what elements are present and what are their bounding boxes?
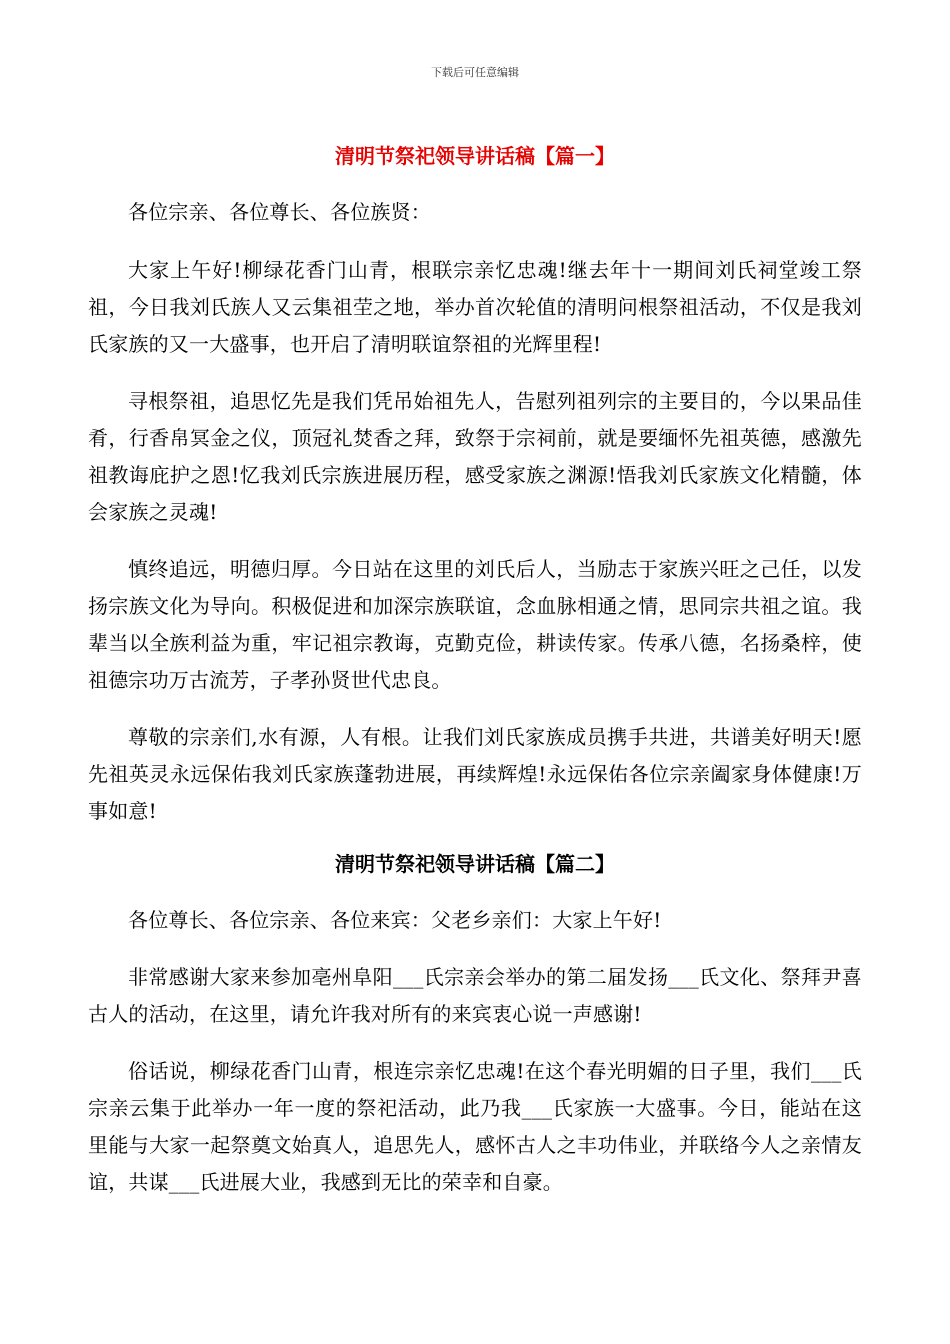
document-body xyxy=(88,140,862,1201)
header-note: 下载后可任意编辑 xyxy=(431,66,519,79)
section-1-paragraph-3: 寻根祭祖，追思忆先是我们凭吊始祖先人，告慰列祖列宗的主要目的，今以果品佳肴，行香帛冥金之仪，顶冠礼焚香之拜，致祭于宗祠前，就是要缅怀先祖英德，感激先祖教诲庇护之恩!忆我刘氏宗族进展历程，感受家族之渊源!悟我刘氏家族文化精髓，体会家族之灵魂! xyxy=(88,389,862,524)
section-2-title: 清明节祭祀领导讲话稿【篇二】 xyxy=(335,852,615,876)
section-1-paragraph-5: 尊敬的宗亲们,水有源，人有根。让我们刘氏家族成员携手共进，共谱美好明天!愿先祖英灵永远保佑我刘氏家族蓬勃进展，再续辉煌!永远保佑各位宗亲阖家身体健康!万事如意! xyxy=(88,725,862,823)
section-2-paragraph-1: 各位尊长、各位宗亲、各位来宾：父老乡亲们：大家上午好! xyxy=(128,908,662,932)
section-1-paragraph-4: 慎终追远，明德归厚。今日站在这里的刘氏后人，当励志于家族兴旺之己任，以发扬宗族文化为导向。积极促进和加深宗族联谊，念血脉相通之情，思同宗共祖之谊。我辈当以全族利益为重，牢记祖宗教诲，克勤克俭，耕读传家。传承八德，名扬桑梓，使祖德宗功万古流芳，子孝孙贤世代忠良。 xyxy=(88,557,862,692)
section-1-paragraph-1: 各位宗亲、各位尊长、各位族贤： xyxy=(128,200,431,224)
section-2-paragraph-3: 俗话说，柳绿花香门山青，根连宗亲忆忠魂!在这个春光明媚的日子里，我们___氏宗亲云集于此举办一年一度的祭祀活动，此乃我___氏家族一大盛事。今日，能站在这里能与大家一起祭奠文始真人，追思先人，感怀古人之丰功伟业，并联络今人之亲情友谊，共谋___氏进展大业，我感到无比的荣幸和自豪。 xyxy=(88,1059,862,1194)
section-1-paragraph-2: 大家上午好!柳绿花香门山青，根联宗亲忆忠魂!继去年十一期间刘氏祠堂竣工祭祖，今日我刘氏族人又云集祖茔之地，举办首次轮值的清明问根祭祖活动，不仅是我刘氏家族的又一大盛事，也开启了清明联谊祭祖的光辉里程! xyxy=(88,258,862,356)
section-1-title: 清明节祭祀领导讲话稿【篇一】 xyxy=(335,144,615,168)
section-2-paragraph-2: 非常感谢大家来参加亳州阜阳___氏宗亲会举办的第二届发扬___氏文化、祭拜尹喜古人的活动，在这里，请允许我对所有的来宾衷心说一声感谢! xyxy=(88,965,862,1026)
